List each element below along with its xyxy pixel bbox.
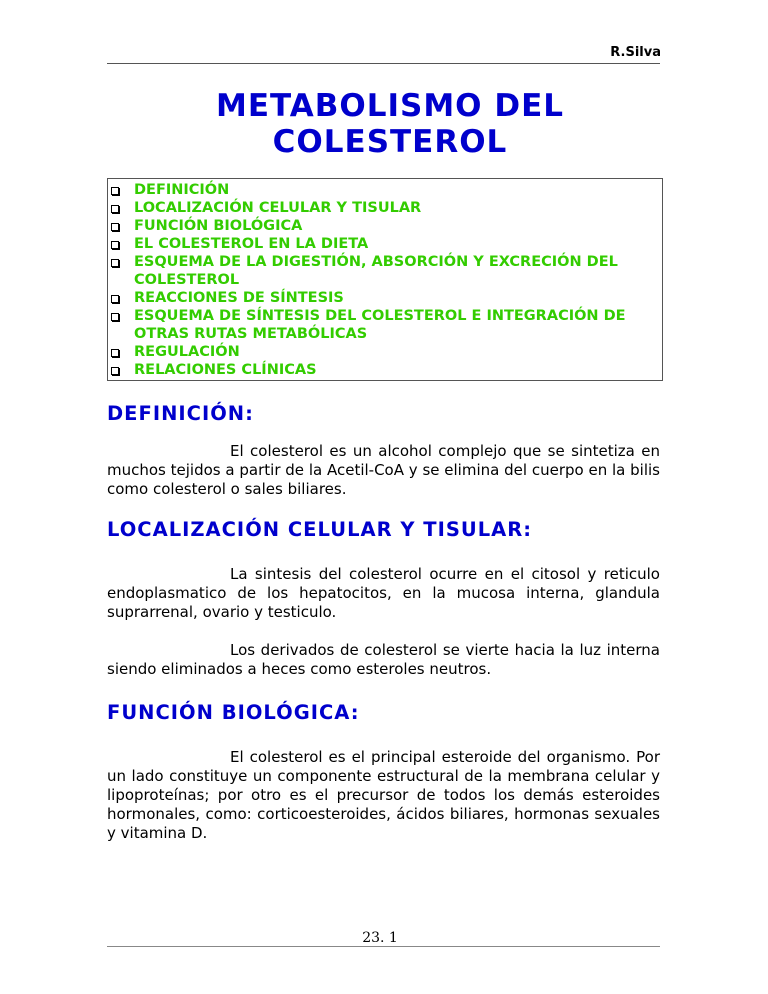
- toc-item-label: RELACIONES CLÍNICAS: [134, 362, 317, 378]
- title-line-1: METABOLISMO DEL: [215, 88, 564, 124]
- header-author: R.Silva: [610, 45, 661, 60]
- checkbox-bullet-icon: [111, 259, 119, 267]
- page-number: 23. 1: [362, 930, 398, 946]
- section-heading-definicion: DEFINICIÓN:: [107, 402, 254, 425]
- toc-item-label: LOCALIZACIÓN CELULAR Y TISULAR: [134, 200, 422, 216]
- section-heading-funcion: FUNCIÓN BIOLÓGICA:: [107, 701, 360, 724]
- toc-item-label: REGULACIÓN: [134, 344, 240, 360]
- paragraph-definicion: El colesterol es un alcohol complejo que se sintetiza en muchos tejidos a partir de la Acetil-CoA y se elimina del cuerpo en la bilis como colesterol o sales biliares.: [107, 442, 660, 498]
- header-rule: [107, 63, 660, 64]
- checkbox-bullet-icon: [111, 313, 119, 321]
- toc-item-label: ESQUEMA DE LA DIGESTIÓN, ABSORCIÓN Y EXCRECIÓN DEL: [134, 254, 618, 270]
- table-of-contents: [107, 178, 663, 381]
- paragraph-localizacion-1: La sintesis del colesterol ocurre en el citosol y reticulo endoplasmatico de los hepatocitos, en la mucosa interna, glandula suprarrenal, ovario y testiculo.: [107, 565, 660, 621]
- toc-item-label: REACCIONES DE SÍNTESIS: [134, 290, 344, 306]
- toc-item-label: FUNCIÓN BIOLÓGICA: [134, 218, 303, 234]
- footer-rule: [107, 946, 660, 947]
- title-line-2: COLESTEROL: [272, 124, 508, 160]
- checkbox-bullet-icon: [111, 205, 119, 213]
- checkbox-bullet-icon: [111, 349, 119, 357]
- toc-item-label: DEFINICIÓN: [134, 182, 230, 198]
- section-heading-localizacion: LOCALIZACIÓN CELULAR Y TISULAR:: [107, 518, 533, 541]
- page-title: [200, 88, 580, 160]
- toc-item-label: COLESTEROL: [134, 272, 240, 288]
- checkbox-bullet-icon: [111, 367, 119, 375]
- paragraph-localizacion-2: Los derivados de colesterol se vierte hacia la luz interna siendo eliminados a heces como esteroles neutros.: [107, 641, 660, 678]
- checkbox-bullet-icon: [111, 223, 119, 231]
- toc-item-label: EL COLESTEROL EN LA DIETA: [134, 236, 369, 252]
- checkbox-bullet-icon: [111, 187, 119, 195]
- paragraph-funcion: El colesterol es el principal esteroide del organismo. Por un lado constituye un componente estructural de la membrana celular y lipoproteínas; por otro es el precursor de todos los demás esteroides hormonales, como: corticoesteroides, ácidos biliares, hormonas sexuales y vitamina D.: [107, 748, 660, 842]
- toc-item-label: OTRAS RUTAS METABÓLICAS: [134, 326, 368, 342]
- checkbox-bullet-icon: [111, 241, 119, 249]
- toc-item-label: ESQUEMA DE SÍNTESIS DEL COLESTEROL E INTEGRACIÓN DE: [134, 308, 626, 324]
- checkbox-bullet-icon: [111, 295, 119, 303]
